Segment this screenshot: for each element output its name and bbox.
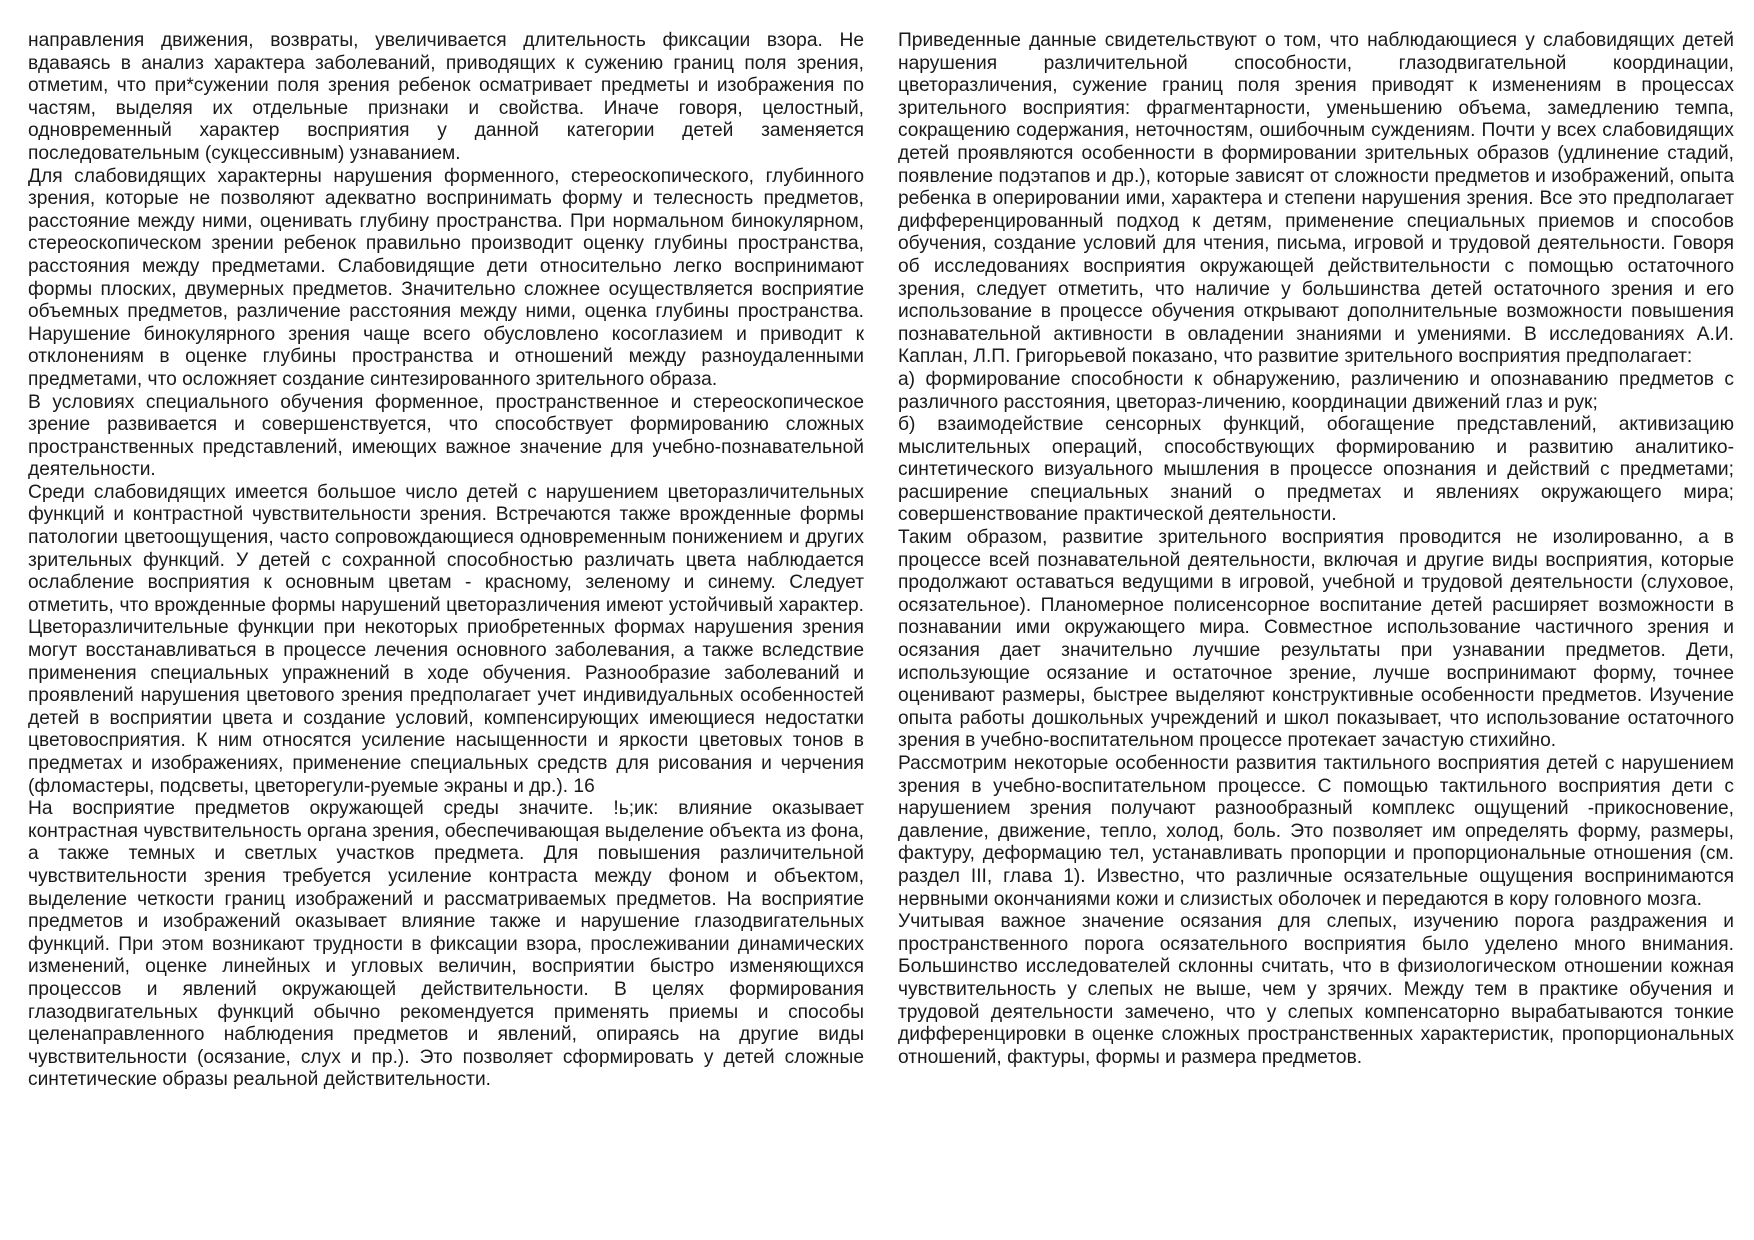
paragraph: направления движения, возвраты, увеличивается длительность фиксации взора. Не вдаваясь в анализ характера заболеваний, приводящих к сужению границ поля зрения, отметим, что при*сужении поля зрения ребенок осматривает предметы и изображения по частям, выделяя их отдельные признаки и свойства. Иначе говоря, целостный, одновременный характер восприятия у данной категории детей заменяется последовательным (сукцессивным) узнаванием. [28, 30, 864, 164]
right-text-column [898, 30, 1734, 1225]
paragraph: Рассмотрим некоторые особенности развития тактильного восприятия детей с нарушением зрения в учебно-воспитательном процессе. С помощью тактильного восприятия дети с нарушением зрения получают разнообразный комплекс ощущений -прикосновение, давление, движение, тепло, холод, боль. Это позволяет им определять форму, размеры, фактуру, деформацию тел, устанавливать пропорции и пропорциональные отношения (см. раздел III, глава 1). Известно, что различные осязательные ощущения воспринимаются нервными окончаниями кожи и слизистых оболочек и передаются в кору головного мозга. [898, 753, 1734, 910]
paragraph: Для слабовидящих характерны нарушения форменного, стереоскопического, глубинного зрения, которые не позволяют адекватно воспринимать форму и телесность предметов, расстояние между ними, оценивать глубину пространства. При нормальном бинокулярном, стереоскопическом зрении ребенок правильно производит оценку глубины пространства, расстояния между предметами. Слабовидящие дети относительно легко воспринимают формы плоских, двумерных предметов. Значительно сложнее осуществляется восприятие объемных предметов, различение расстояния между ними, оценка глубины пространства. Нарушение бинокулярного зрения чаще всего обусловлено косоглазием и приводит к отклонениям в оценке глубины пространства и отношений между разноудаленными предметами, что осложняет создание синтезированного зрительного образа. [28, 165, 864, 390]
paragraph: Таким образом, развитие зрительного восприятия проводится не изолированно, а в процессе всей познавательной деятельности, включая и другие виды восприятия, которые продолжают оставаться ведущими в игровой, учебной и трудовой деятельности (слуховое, осязательное). Планомерное полисенсорное воспитание детей расширяет возможности в познавании ими окружающего мира. Совместное использование частичного зрения и осязания дает значительно лучшие результаты при узнавании предметов. Дети, использующие осязание и остаточное зрение, лучше воспринимают форму, точнее оценивают размеры, быстрее выделяют конструктивные особенности предметов. Изучение опыта работы дошкольных учреждений и школ показывает, что использование остаточного зрения в учебно-воспитательном процессе протекает зачастую стихийно. [898, 527, 1734, 752]
paragraph: а) формирование способности к обнаружению, различению и опознаванию предметов с различного расстояния, цветораз-личению, координации движений глаз и рук; [898, 368, 1734, 413]
paragraph: В условиях специального обучения форменное, пространственное и стереоскопическое зрение развивается и совершенствуется, что способствует формированию сложных пространственных представлений, имеющих важное значение для учебно-познавательной деятельности. [28, 391, 864, 481]
paragraph: Учитывая важное значение осязания для слепых, изучению порога раздражения и пространственного порога осязательного восприятия было уделено много внимания. Большинство исследователей склонны считать, что в физиологическом отношении кожная чувствительность у слепых не выше, чем у зрячих. Между тем в практике обучения и трудовой деятельности замечено, что у слепых компенсаторно вырабатываются тонкие дифференцировки в оценке сложных пространственных характеристик, пропорциональных отношений, фактуры, формы и размера предметов. [898, 911, 1734, 1068]
paragraph: Приведенные данные свидетельствуют о том, что наблюдающиеся у слабовидящих детей нарушения различительной способности, глазодвигательной координации, цветоразличения, сужение границ поля зрения приводят к изменениям в процессах зрительного восприятия: фрагментарности, уменьшению объема, замедлению темпа, сокращению содержания, неточностям, ошибочным суждениям. Почти у всех слабовидящих детей проявляются особенности в формировании зрительных образов (удлинение стадий, появление подэтапов и др.), которые зависят от сложности предметов и изображений, опыта ребенка в оперировании ими, характера и степени нарушения зрения. Все это предполагает дифференцированный подход к детям, применение специальных приемов и способов обучения, создание условий для чтения, письма, игровой и трудовой деятельности. Говоря об исследованиях восприятия окружающей действительности с помощью остаточного зрения, следует отметить, что наличие у большинства детей остаточного зрения и его использование в процессе обучения открывают дополнительные возможности повышения познавательной активности в овладении знаниями и умениями. В исследованиях А.И. Каплан, Л.П. Григорьевой показано, что развитие зрительного восприятия предполагает: [898, 30, 1734, 368]
paragraph: Среди слабовидящих имеется большое число детей с нарушением цветоразличительных функций и контрастной чувствительности зрения. Встречаются также врожденные формы патологии цветоощущения, часто сопровождающиеся одновременным понижением и других зрительных функций. У детей с сохранной способностью различать цвета наблюдается ослабление восприятия к основным цветам - красному, зеленому и синему. Следует отметить, что врожденные формы нарушений цветоразличения имеют устойчивый характер. Цветоразличительные функции при некоторых приобретенных формах нарушения зрения могут восстанавливаться в процессе лечения основного заболевания, а также вследствие применения специальных упражнений в ходе обучения. Разнообразие заболеваний и проявлений нарушения цветового зрения предполагает учет индивидуальных особенностей детей в восприятии цвета и создание условий, компенсирующих имеющиеся недостатки цветовосприятия. К ним относятся усиление насыщенности и яркости цветовых тонов в предметах и изображениях, применение специальных средств для рисования и черчения (фломастеры, подсветы, цветорегули-руемые экраны и др.). 16 [28, 481, 864, 797]
paragraph: б) взаимодействие сенсорных функций, обогащение представлений, активизацию мыслительных операций, способствующих формированию и развитию аналитико-синтетического визуального мышления в процессе опознания и действий с предметами; расширение специальных знаний о предметах и явлениях окружающего мира; совершенствование практической деятельности. [898, 414, 1734, 526]
left-text-column [28, 30, 864, 1225]
paragraph: На восприятие предметов окружающей среды значите. !ь;ик: влияние оказывает контрастная чувствительность органа зрения, обеспечивающая выделение объекта из фона, а также темных и светлых участков предмета. Для повышения различительной чувствительности зрения требуется усиление контраста между фоном и объектом, выделение четкости границ изображений и рассматриваемых предметов. На восприятие предметов и изображений оказывает влияние также и нарушение глазодвигательных функций. При этом возникают трудности в фиксации взора, прослеживании динамических изменений, оценке линейных и угловых величин, восприятии быстро изменяющихся процессов и явлений окружающей действительности. В целях формирования глазодвигательных функций обычно рекомендуется применять приемы и способы целенаправленного наблюдения предметов и явлений, опираясь на другие виды чувствительности (осязание, слух и пр.). Это позволяет сформировать у детей сложные синтетические образы реальной действительности. [28, 798, 864, 1091]
